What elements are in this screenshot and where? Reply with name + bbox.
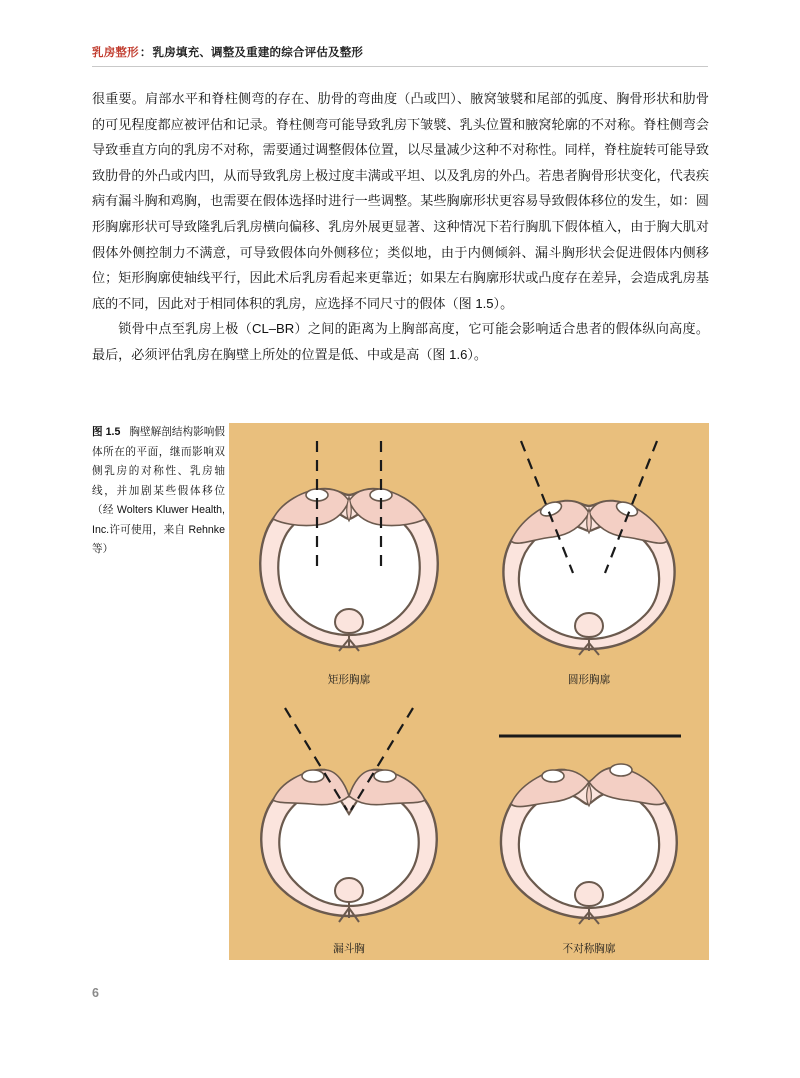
page-number: 6 [92, 986, 99, 1000]
panel-label-round: 圆形胸廓 [567, 674, 611, 686]
running-head [92, 44, 708, 60]
figure-panel-rectangular [229, 423, 469, 691]
panel-label-rectangular: 矩形胸廓 [327, 674, 371, 686]
figure-image [229, 423, 709, 960]
running-head-separator: ： [139, 47, 152, 59]
figure-caption [92, 423, 225, 560]
figure-panel-round [469, 423, 709, 691]
paragraph-2: 锁骨中点至乳房上极（CL–BR）之间的距离为上胸部高度，它可能会影响适合患者的假体纵向高度。最后，必须评估乳房在胸壁上所处的位置是低、中或是高（图 1.6）。 [92, 321, 709, 362]
asymmetric-chest-illustration [469, 692, 709, 960]
panel-label-funnel: 漏斗胸 [333, 943, 365, 955]
funnel-chest-illustration [229, 692, 469, 960]
running-head-subtitle: 乳房填充、调整及重建的综合评估及整形 [152, 47, 364, 59]
figure-label: 图 1.5 [92, 426, 121, 438]
figure-caption-text: 胸壁解剖结构影响假体所在的平面，继而影响双侧乳房的对称性、乳房轴线，并加剧某些假体移位（经 Wolters Kluwer Health, Inc.许可使用，来自 Rehnke 等） [92, 426, 226, 555]
paragraph-1: 很重要。肩部水平和脊柱侧弯的存在、肋骨的弯曲度（凸或凹）、腋窝皱襞和尾部的弧度、胸骨形状和肋骨的可见程度都应被评估和记录。脊柱侧弯可能导致乳房下皱襞、乳头位置和腋窝轮廓的不对称。脊柱侧弯会导致垂直方向的乳房不对称，需要通过调整假体位置，以尽量减少这种不对称性。同样，脊柱旋转可能导致致肋骨的外凸或内凹，从而导致乳房上极过度丰满或平坦、以及乳房的外凸。若患者胸骨形状变化，代表疾病有漏斗胸和鸡胸，也需要在假体选择时进行一些调整。某些胸廓形状更容易导致假体移位的发生，如：圆形胸廓形状可导致隆乳后乳房横向偏移、乳房外展更显著、这种情况下若行胸肌下假体植入，由于胸大肌对假体外侧控制力不满意，可导致假体向外侧移位；类似地，由于内侧倾斜、漏斗胸形状会促进假体内侧移位；矩形胸廓使轴线平行，因此术后乳房看起来更靠近；如果左右胸廓形状或凸度存在差异，会造成乳房基底的不同，因此对于相同体积的乳房，应选择不同尺寸的假体（图 1.5）。 [92, 91, 709, 311]
figure-panel-asymmetric [469, 692, 709, 960]
panel-label-asymmetric: 不对称胸廓 [562, 943, 616, 955]
running-head-title: 乳房整形 [92, 47, 139, 59]
round-chest-illustration [469, 423, 709, 691]
figure-panel-funnel [229, 692, 469, 960]
running-head-rule [92, 66, 708, 67]
body-text [92, 86, 709, 368]
rectangular-chest-illustration [229, 423, 469, 691]
